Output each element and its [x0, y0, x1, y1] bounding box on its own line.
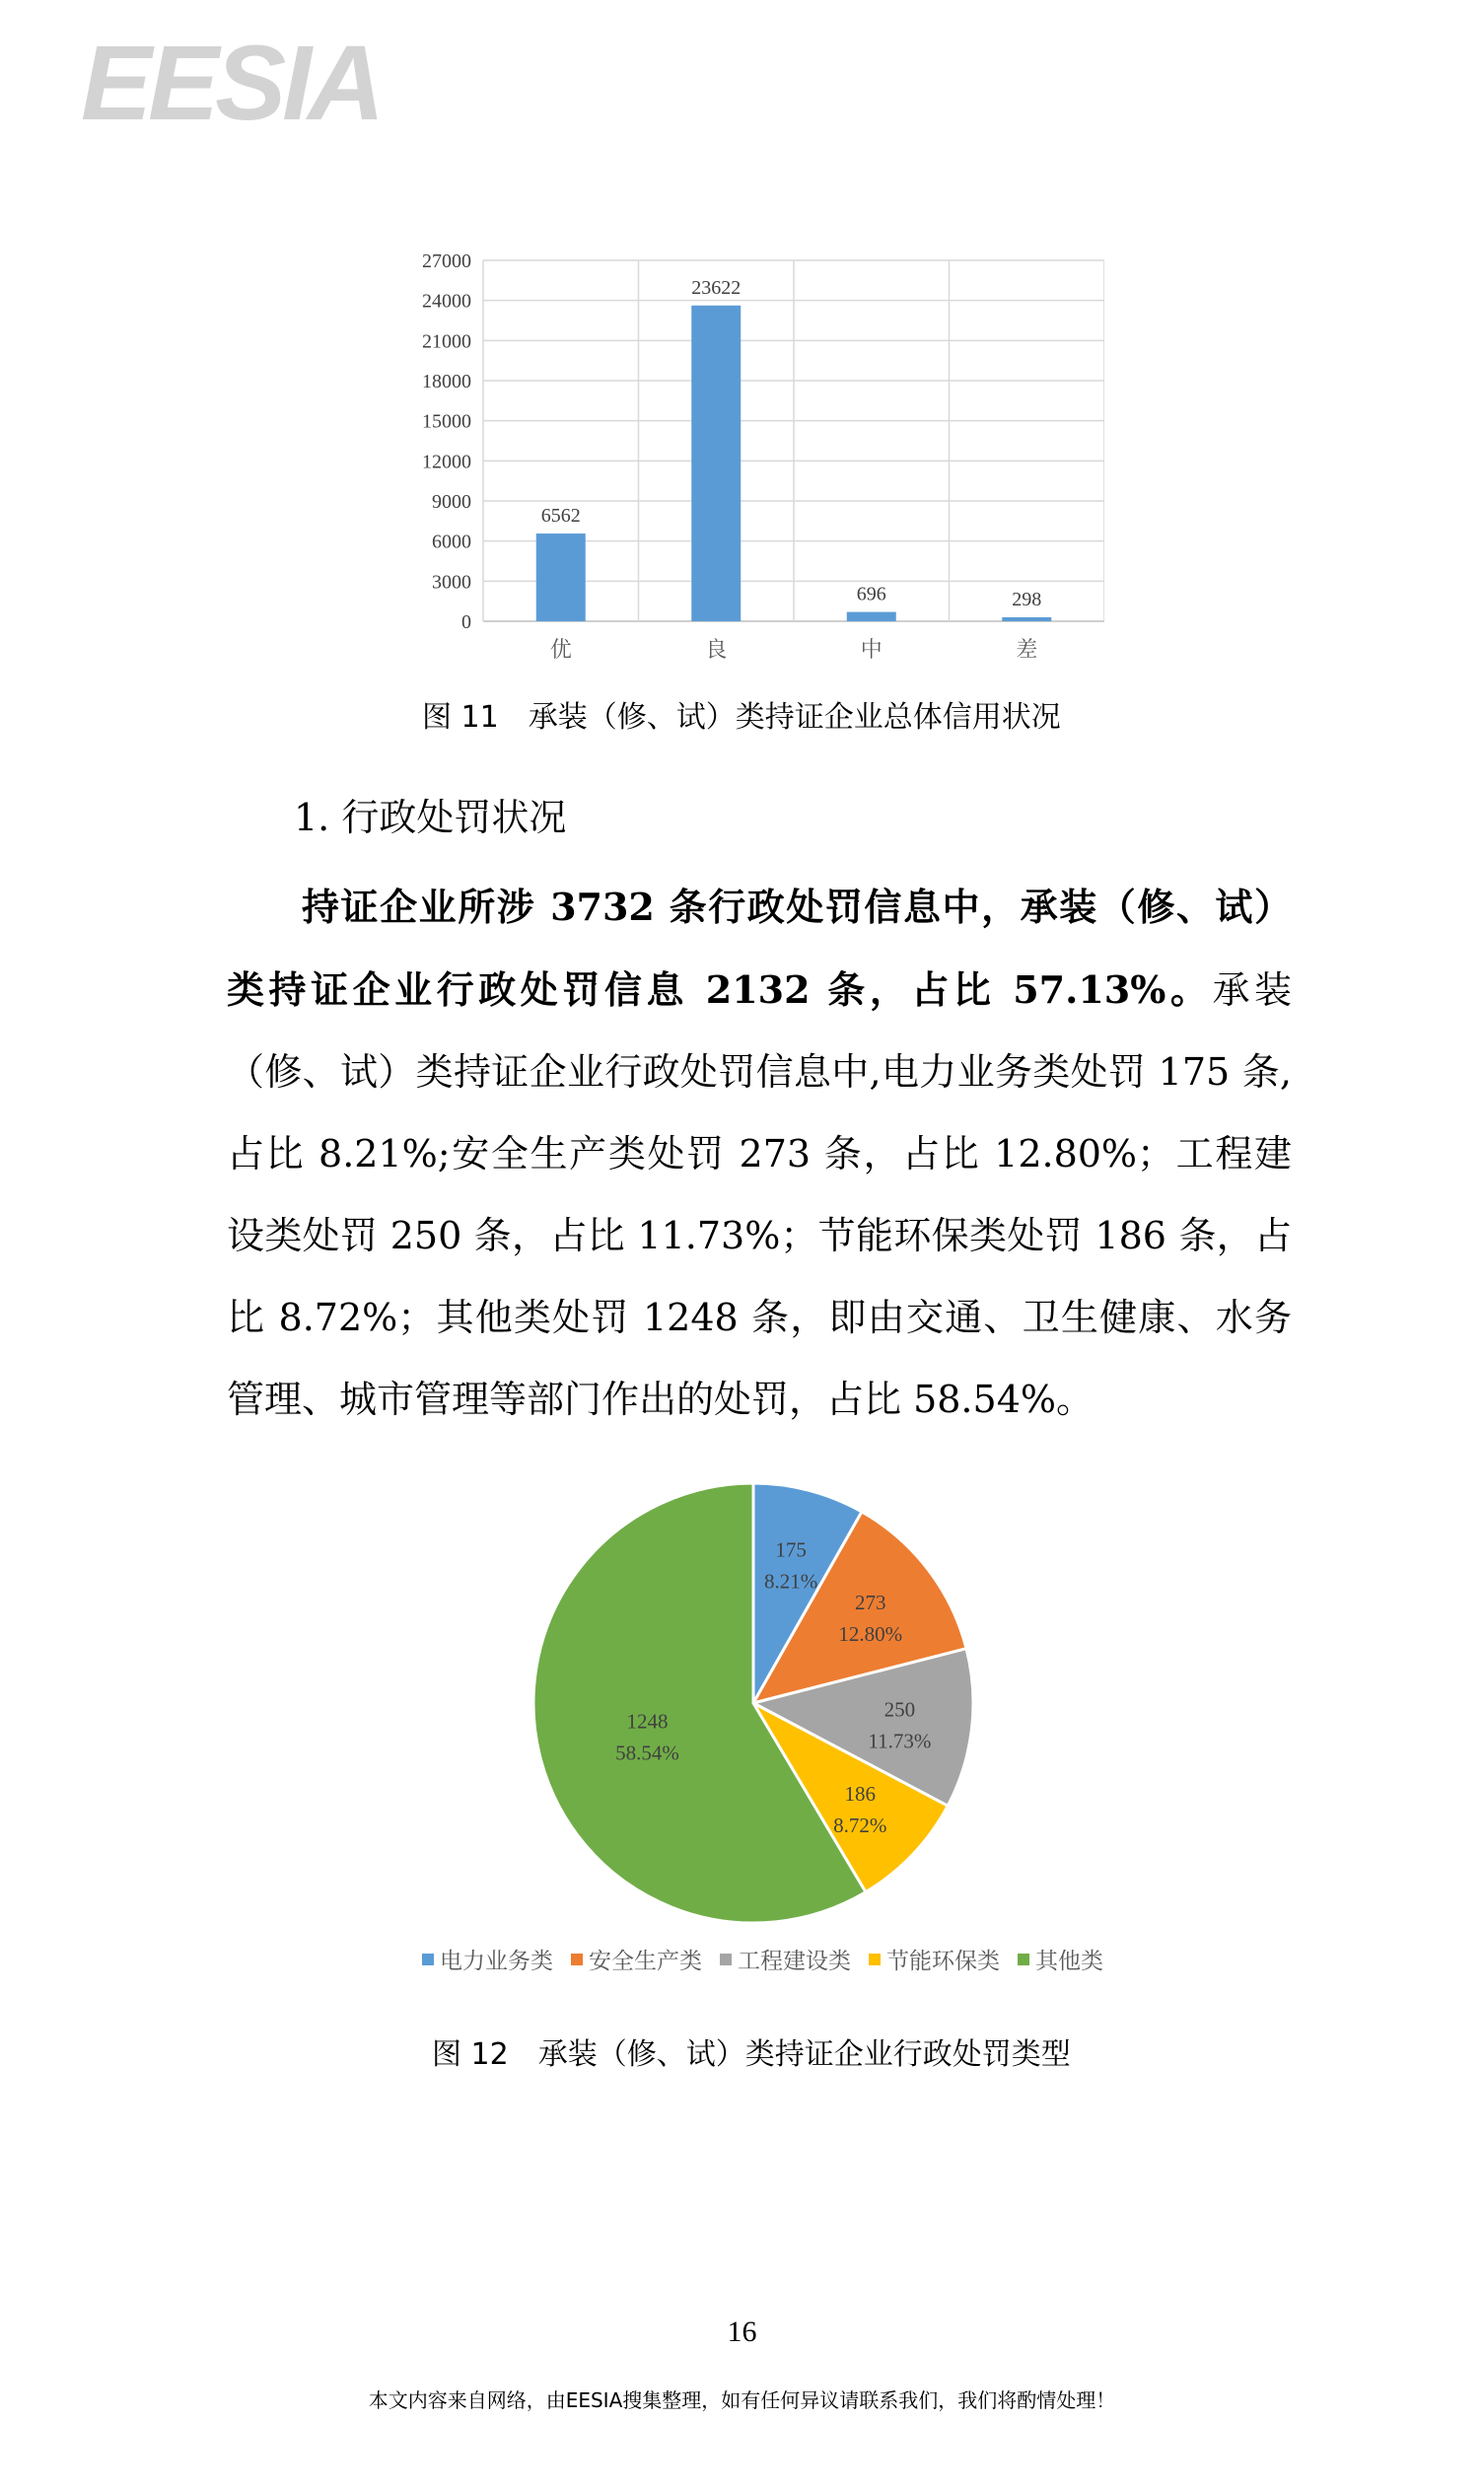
- slice-value-label: 186: [844, 1781, 877, 1806]
- y-tick-label: 21000: [422, 330, 471, 353]
- legend-label: 电力业务类: [440, 1949, 553, 1974]
- footer-disclaimer: 本文内容来自网络，由EESIA搜集整理，如有任何异议请联系我们，我们将酌情处理！: [368, 2388, 1116, 2412]
- bold-lead-text: 持证企业所涉 3732 条行政处罚信息中，承装（修、试）类持证企业行政处罚信息 2132 条，占比 57.13%。: [227, 885, 1292, 1012]
- slice-value-label: 175: [775, 1537, 807, 1562]
- bar: [691, 306, 741, 621]
- bar-value-label: 696: [856, 583, 886, 605]
- y-tick-label: 27000: [422, 250, 471, 272]
- bar-value-label: 6562: [540, 505, 581, 528]
- y-tick-label: 0: [461, 611, 471, 633]
- y-tick-label: 12000: [422, 451, 471, 473]
- slice-value-label: 273: [854, 1591, 886, 1615]
- legend-swatch: [422, 1954, 434, 1965]
- slice-value-label: 1248: [626, 1709, 669, 1734]
- bar: [1002, 617, 1051, 621]
- x-tick-label: 中: [860, 638, 883, 663]
- legend-label: 安全生产类: [589, 1949, 702, 1974]
- slice-percent-label: 58.54%: [615, 1741, 679, 1765]
- slice-percent-label: 11.73%: [868, 1729, 932, 1753]
- legend-item: [1018, 1943, 1103, 1975]
- legend-swatch: [720, 1954, 732, 1965]
- page-number: 16: [727, 2315, 757, 2348]
- legend-label: 节能环保类: [886, 1949, 1000, 1974]
- x-tick-label: 良: [705, 638, 728, 663]
- x-tick-label: 差: [1016, 638, 1038, 663]
- slice-value-label: 250: [883, 1697, 916, 1722]
- bar-chart: [375, 247, 1104, 680]
- legend-item: [422, 1943, 553, 1975]
- slice-percent-label: 12.80%: [838, 1622, 903, 1647]
- section-title: 1. 行政处罚状况: [294, 796, 567, 839]
- legend-item: [869, 1943, 1000, 1975]
- legend-item: [571, 1943, 702, 1975]
- bar-value-label: 23622: [691, 276, 742, 299]
- y-tick-label: 6000: [432, 531, 471, 553]
- legend-label: 其他类: [1035, 1949, 1103, 1974]
- figure-12-caption: 图 12 承装（修、试）类持证企业行政处罚类型: [432, 2037, 1071, 2072]
- legend-swatch: [1018, 1954, 1029, 1965]
- legend-swatch: [869, 1954, 881, 1965]
- figure-11-caption: 图 11 承装（修、试）类持证企业总体信用状况: [422, 700, 1061, 735]
- body-text: 承装（修、试）类持证企业行政处罚信息中,电力业务类处罚 175 条,占比 8.21%;安全生产类处罚 273 条，占比 12.80%；工程建设类处罚 250 条，占比 11.73%；节能环保类处罚 186 条，占比 8.72%；其他类处罚 1248 条，即由交通、卫生健康、水务管理、城市管理等部门作出的处罚，占比 58.54%。: [227, 968, 1292, 1421]
- legend-label: 工程建设类: [738, 1949, 851, 1974]
- bar-value-label: 298: [1012, 588, 1042, 610]
- y-tick-label: 9000: [432, 491, 471, 513]
- legend-swatch: [571, 1954, 583, 1965]
- slice-percent-label: 8.72%: [833, 1813, 887, 1837]
- y-tick-label: 24000: [422, 290, 471, 313]
- bar: [847, 612, 896, 621]
- y-tick-label: 15000: [422, 410, 471, 433]
- y-tick-label: 3000: [432, 571, 471, 594]
- eesia-logo: EESIA: [81, 23, 382, 142]
- legend-item: [720, 1943, 851, 1975]
- pie-chart: [394, 1459, 1104, 1933]
- pie-legend: [422, 1943, 1103, 1975]
- y-tick-label: 18000: [422, 371, 471, 392]
- x-tick-label: 优: [549, 638, 572, 663]
- slice-percent-label: 8.21%: [763, 1569, 818, 1594]
- bar: [536, 534, 586, 621]
- body-paragraph: [227, 866, 1292, 1441]
